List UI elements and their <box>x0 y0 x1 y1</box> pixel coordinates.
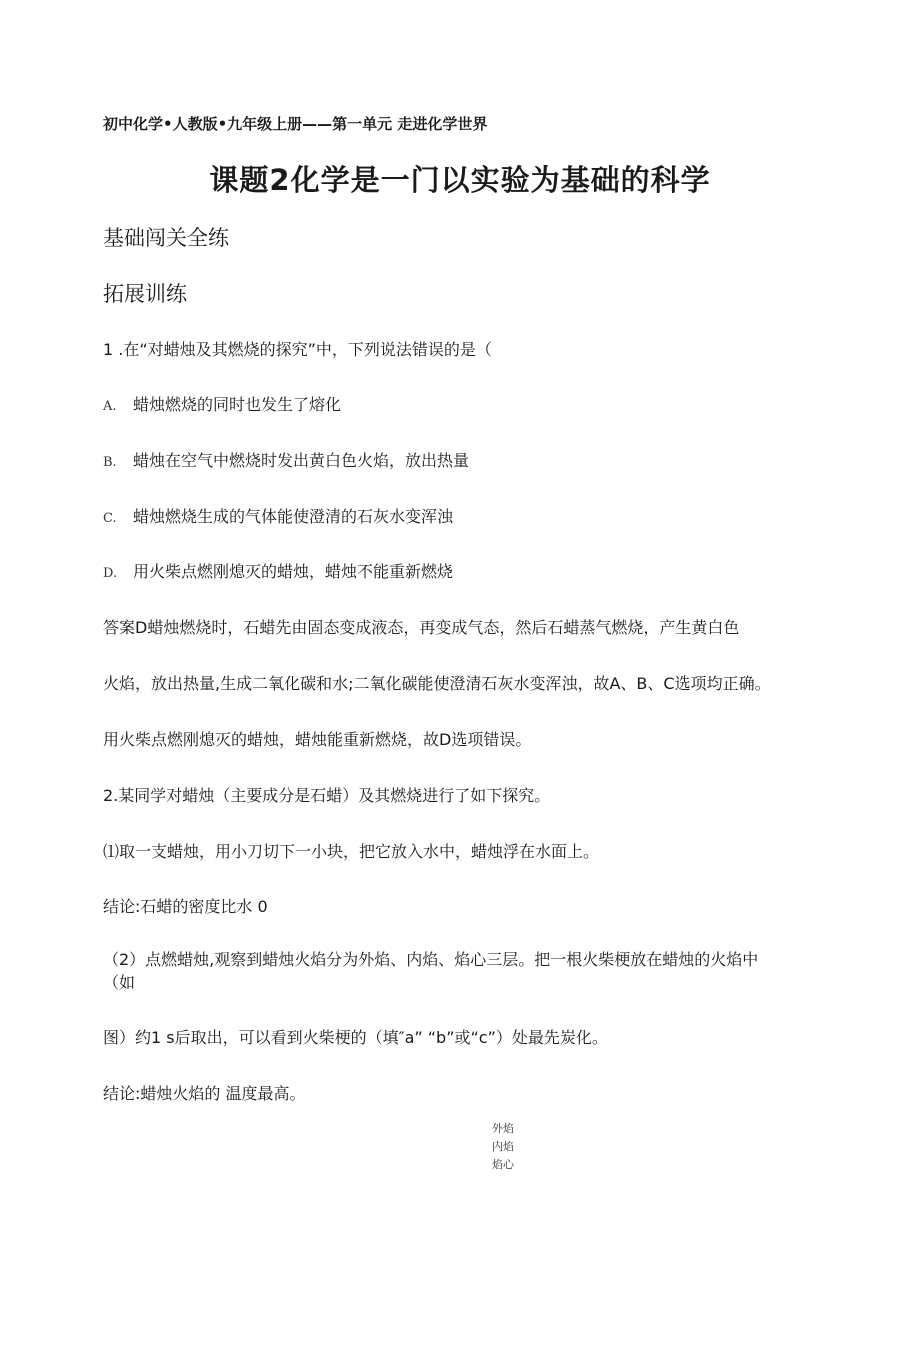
question-1-option-c <box>103 507 453 529</box>
section-heading-basic: 基础闯关全练 <box>103 226 229 250</box>
outer-flame-label: 外焰 <box>492 1122 514 1135</box>
question-1-answer-line-3: 用火柴点燃刚熄灭的蜡烛，蜡烛能重新燃烧，故D选项错误。 <box>103 730 532 749</box>
question-2-conclusion-1: 结论:石蜡的密度比水 0 <box>103 897 268 916</box>
question-1-answer-line-2: 火焰，放出热量,生成二氧化碳和水;二氧化碳能使澄清石灰水变浑浊，故A、B、C选项均正确。 <box>103 674 771 693</box>
option-text: 蜡烛在空气中燃烧时发出黄白色火焰，放出热量 <box>133 451 470 470</box>
question-2-part-1: ⑴取一支蜡烛，用小刀切下一小块，把它放入水中，蜡烛浮在水面上。 <box>103 842 600 861</box>
question-2-conclusion-2: 结论:蜡烛火焰的 温度最高。 <box>103 1084 306 1103</box>
option-letter: C. <box>103 511 117 526</box>
course-header: 初中化学•人教版•九年级上册——第一单元 走进化学世界 <box>103 115 488 133</box>
question-2-part-2-line-3: 图）约1 s后取出，可以看到火柴梗的（填″a” “b”或“c”）处最先炭化。 <box>103 1028 608 1047</box>
inner-flame-label: 内焰 <box>492 1140 514 1153</box>
question-2-stem: 2.某同学对蜡烛（主要成分是石蜡）及其燃烧进行了如下探究。 <box>103 786 551 805</box>
option-letter: B. <box>103 455 117 470</box>
option-letter: A. <box>103 399 117 414</box>
question-1-option-b <box>103 451 469 473</box>
section-heading-extended: 拓展训练 <box>103 282 187 306</box>
option-text: 用火柴点燃刚熄灭的蜡烛，蜡烛不能重新燃烧 <box>133 562 454 581</box>
question-1-stem: 1 .在“对蜡烛及其燃烧的探究”中，下列说法错误的是（ <box>103 340 492 359</box>
question-2-part-2-line-2: （如 <box>103 973 136 992</box>
page-title: 课题2化学是一门以实验为基础的科学 <box>209 163 711 197</box>
flame-core-label: 焰心 <box>492 1158 514 1171</box>
question-2-part-2-line-1: （2）点燃蜡烛,观察到蜡烛火焰分为外焰、内焰、焰心三层。把一根火柴梗放在蜡烛的火焰中 <box>103 950 759 969</box>
question-1-answer-line-1: 答案D蜡烛燃烧时，石蜡先由固态变成液态，再变成气态，然后石蜡蒸气燃烧，产生黄白色 <box>103 618 740 637</box>
question-1-option-a <box>103 395 341 417</box>
question-1-option-d <box>103 562 453 584</box>
option-letter: D. <box>103 566 118 581</box>
flame-figure-labels <box>492 1120 514 1174</box>
option-text: 蜡烛燃烧的同时也发生了熔化 <box>133 395 342 414</box>
option-text: 蜡烛燃烧生成的气体能使澄清的石灰水变浑浊 <box>133 507 454 526</box>
